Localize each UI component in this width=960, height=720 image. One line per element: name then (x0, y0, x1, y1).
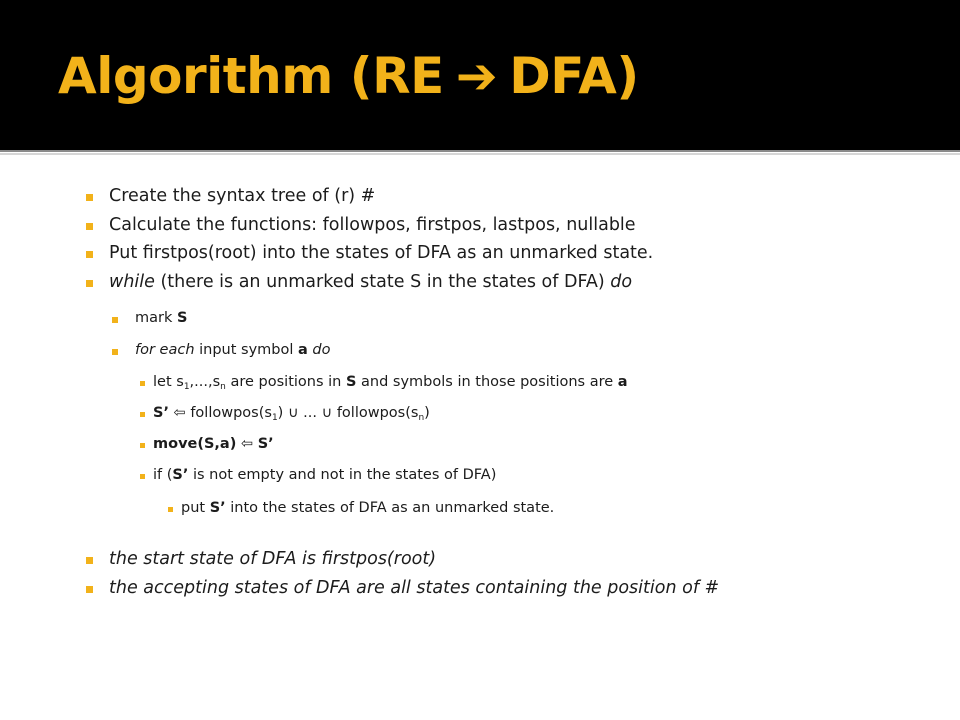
bullet-text: the accepting states of DFA are all states containing the position of # (109, 578, 720, 598)
text-span: let s (153, 374, 184, 390)
text-span: into the states of DFA as an unmarked state. (225, 500, 555, 516)
text-span: ,...,s (189, 374, 221, 390)
text-span: ) ∪ ... ∪ followpos(s (277, 405, 419, 421)
bullet-text: the start state of DFA is firstpos(root) (109, 549, 437, 569)
right-arrow-icon: ➔ (455, 47, 498, 105)
text-span: ) (424, 405, 430, 421)
square-bullet-icon (112, 317, 118, 323)
square-bullet-icon (86, 557, 93, 564)
square-bullet-icon (86, 223, 93, 230)
title-right: DFA) (509, 47, 639, 105)
square-bullet-icon (86, 280, 93, 287)
title-left: Algorithm (RE (58, 47, 444, 105)
text-span: is not empty and not in the states of DFA) (188, 467, 497, 483)
keyword-while: while (109, 272, 155, 292)
text-span: S’ (172, 467, 189, 483)
text-span: S’ (257, 436, 274, 452)
bullet-text (135, 310, 187, 326)
square-bullet-icon (86, 586, 93, 593)
subscript: n (418, 413, 425, 423)
bullet-text: Put firstpos(root) into the states of DFA as an unmarked state. (109, 243, 654, 263)
text-span: ⇦ followpos(s (168, 405, 272, 421)
square-bullet-icon (112, 349, 118, 355)
bullet-text (153, 405, 430, 421)
keyword-for-each: for each (135, 342, 195, 358)
text-span: a (617, 374, 628, 390)
text-span: if ( (153, 467, 173, 483)
square-bullet-icon (140, 381, 145, 386)
text-span: a (298, 342, 308, 358)
text-span: (there is an unmarked state S in the states of DFA) (154, 272, 611, 292)
keyword-do: do (610, 272, 633, 292)
bullet-text: Calculate the functions: followpos, firstpos, lastpos, nullable (109, 215, 636, 235)
bullet-text (153, 467, 496, 483)
square-bullet-icon (86, 251, 93, 258)
text-span: move(S,a) (153, 436, 237, 452)
bullet-text (109, 272, 632, 292)
square-bullet-icon (168, 507, 173, 512)
text-span: mark (135, 310, 177, 326)
bullet-text: Create the syntax tree of (r) # (109, 186, 376, 206)
text-span: and symbols in those positions are (356, 374, 618, 390)
square-bullet-icon (86, 194, 93, 201)
text-span: are positions in (225, 374, 346, 390)
bullet-text (181, 500, 554, 516)
bullet-text (153, 374, 628, 390)
square-bullet-icon (140, 412, 145, 417)
subscript: n (220, 382, 226, 392)
square-bullet-icon (140, 474, 145, 479)
text-span: input symbol (194, 342, 299, 358)
square-bullet-icon (140, 443, 145, 448)
text-span: put (181, 500, 210, 516)
subscript: 1 (183, 382, 190, 392)
subscript: 1 (271, 413, 278, 423)
text-span: S (345, 374, 357, 390)
bullet-text (153, 436, 274, 452)
bullet-text (135, 342, 331, 358)
keyword-do: do (312, 342, 331, 358)
text-span: S’ (153, 405, 169, 421)
text-span: S’ (209, 500, 226, 516)
text-span: S (176, 310, 188, 326)
text-span: ⇦ (236, 436, 258, 452)
